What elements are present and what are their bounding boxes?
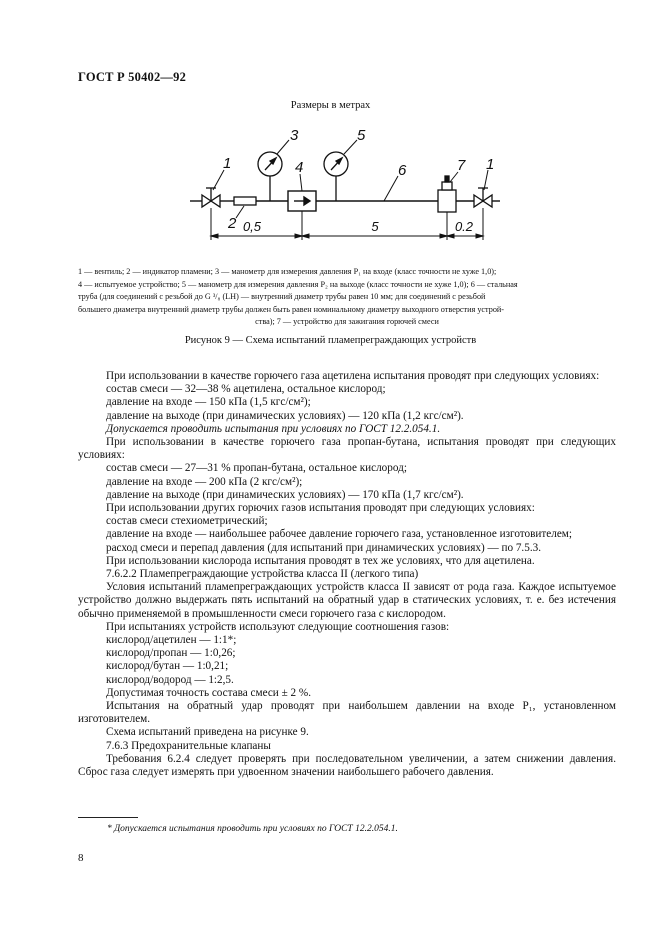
section-heading: 7.6.3 Предохранительные клапаны <box>106 739 271 752</box>
paragraph: При использовании других горючих газов испытания проводят при следующих условиях: <box>106 502 535 515</box>
pressure-gauge-p2-icon <box>324 152 348 201</box>
paragraph: давление на входе — наибольшее рабочее давление горючего газа, установленное изготовителем; <box>106 528 572 541</box>
pressure-gauge-p1-icon <box>258 152 282 201</box>
label-1-left: 1 <box>223 155 232 172</box>
legend-line: труба (для соединений с резьбой до G ³/₈ (LH) — внутренний диаметр трубы равен 10 мм; для соединений с резьбой <box>78 292 486 302</box>
legend-line: 4 — испытуемое устройство; 5 — манометр для измерения давления P₂ на выходе (класс точности не хуже 1,0); 6 — стальная <box>78 279 518 289</box>
paragraph: При испытаниях устройств используют следующие соотношения газов: <box>106 620 450 633</box>
paragraph: При использовании кислорода испытания проводят в тех же условиях, что для ацетилена. <box>106 554 535 567</box>
paragraph: Допустимая точность состава смеси ± 2 %. <box>106 686 312 699</box>
paragraph: При использовании в качестве горючего газа пропан-бутана, испытания проводят при следующих условиях: <box>78 436 616 462</box>
paragraph: состав смеси стехиометрический; <box>106 515 268 528</box>
label-1-right: 1 <box>486 156 495 173</box>
flame-indicator-icon <box>234 197 256 205</box>
paragraph: состав смеси — 32—38 % ацетилена, остальное кислород; <box>106 383 386 396</box>
test-scheme-diagram <box>190 118 495 258</box>
footnote-divider <box>78 817 138 818</box>
paragraph: Условия испытаний пламепреграждающих устройств класса II зависят от рода газа. Каждое испытуемое устройство должно выдержать пять испытаний на обратный удар в статических условиях, т. е. без истечения обычно применяемой в промышленности смеси горючего газа с кислородом. <box>78 581 616 620</box>
paragraph: состав смеси — 27—31 % пропан-бутана, остальное кислород; <box>106 462 407 475</box>
paragraph: Допускается проводить испытания при условиях по ГОСТ 12.2.054.1. <box>106 422 441 435</box>
label-6: 6 <box>398 162 407 179</box>
paragraph: кислород/бутан — 1:0,21; <box>106 660 229 673</box>
paragraph: кислород/пропан — 1:0,26; <box>106 647 236 660</box>
paragraph: расход смеси и перепад давления (для испытаний при динамических условиях) — по 7.5.3. <box>106 541 542 554</box>
section-heading: 7.6.2.2 Пламепреграждающие устройства класса II (легкого типа) <box>106 568 419 581</box>
valve-icon <box>474 188 492 207</box>
paragraph: Схема испытаний приведена на рисунке 9. <box>106 726 309 739</box>
test-device-icon <box>288 191 316 211</box>
footnote: * Допускается испытания проводить при условиях по ГОСТ 12.2.054.1. <box>107 824 398 834</box>
legend-line: большего диаметра внутренний диаметр трубы должен быть равен номинальному диаметру выходного отверстия устрой- <box>78 304 505 314</box>
label-5: 5 <box>357 127 366 144</box>
paragraph: давление на выходе (при динамических условиях) — 170 кПа (1,7 кгс/см²). <box>106 488 464 501</box>
body-text <box>78 370 616 779</box>
label-2: 2 <box>228 215 237 232</box>
paragraph: давление на выходе (при динамических условиях) — 120 кПа (1,2 кгс/см²). <box>106 409 464 422</box>
figure-legend <box>78 266 616 329</box>
dimensions-note: Размеры в метрах <box>290 100 371 111</box>
ignition-device-icon <box>438 176 456 212</box>
paragraph: Испытания на обратный удар проводят при наибольшем давлении на входе P₁, установленном изготовителем. <box>78 700 616 726</box>
label-3: 3 <box>290 127 299 144</box>
legend-line: ства); 7 — устройство для зажигания горючей смеси <box>255 317 439 327</box>
paragraph: Требования 6.2.4 следует проверять при последовательном увеличении, а затем снижении давления. Сброс газа следует измерять при удвоенном значении наибольшего рабочего давления. <box>78 752 616 779</box>
label-7: 7 <box>457 157 466 174</box>
figure-caption: Рисунок 9 — Схема испытаний пламепреграждающих устройств <box>184 335 477 346</box>
valve-icon <box>202 188 220 207</box>
dimension-0-2: 0.2 <box>454 219 474 234</box>
document-header: ГОСТ Р 50402—92 <box>78 70 187 84</box>
paragraph: При использовании в качестве горючего газа ацетилена испытания проводят при следующих условиях: <box>106 370 600 382</box>
legend-line: 1 — вентиль; 2 — индикатор пламени; 3 — манометр для измерения давления P₁ на входе (класс точности не хуже 1,0); <box>78 267 497 276</box>
paragraph: кислород/ацетилен — 1:1*; <box>106 634 237 647</box>
label-4: 4 <box>295 159 304 176</box>
paragraph: давление на входе — 200 кПа (2 кгс/см²); <box>106 475 303 488</box>
paragraph: кислород/водород — 1:2,5. <box>106 673 234 686</box>
dimension-0-5: 0,5 <box>242 219 262 234</box>
dimension-5: 5 <box>371 219 379 234</box>
paragraph: давление на входе — 150 кПа (1,5 кгс/см²); <box>106 396 311 409</box>
page-number: 8 <box>78 852 84 864</box>
